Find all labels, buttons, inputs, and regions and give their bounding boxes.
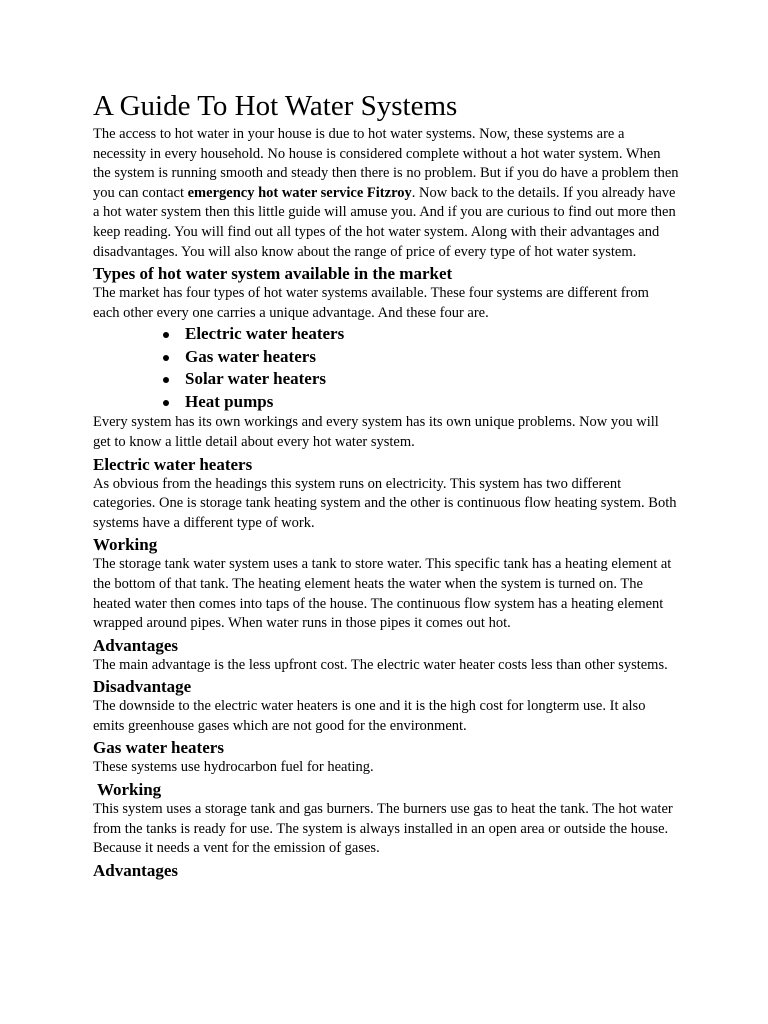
page-title: A Guide To Hot Water Systems [93,90,458,122]
electric-working-paragraph: The storage tank water system uses a tank to store water. This specific tank has a heating element at the bottom of that tank. The heating element heats the water when the system is turned on. The heated water then comes into taps of the house. The continuous flow system has a heating element wrapped around pipes. When water runs in those pipes it comes out hot. [93,556,672,632]
bullet-icon [163,332,169,338]
types-list [93,323,679,413]
list-item: Electric water heaters [163,323,679,346]
gas-working-heading: Working [93,780,162,800]
list-item: Gas water heaters [163,346,679,369]
types-after-list-paragraph: Every system has its own workings and every system has its own unique problems. Now you will get to know a little detail about every hot water system. [93,414,659,450]
document-page [93,88,679,881]
bullet-icon [163,355,169,361]
types-heading: Types of hot water system available in the market [93,264,453,284]
bullet-icon [163,377,169,383]
gas-advantages-heading: Advantages [93,860,179,880]
intro-text-start: The access to hot water in your house is due to hot water systems. Now, these systems are a necessity in every household. No house is considered complete without a hot water system. When the system is running smooth and steady then there is no problem. But if you do have a problem then you can contact [93,126,679,201]
electric-disadvantage-heading: Disadvantage [93,677,192,697]
intro-bold-link-text: emergency hot water service Fitzroy [187,184,412,201]
electric-advantages-heading: Advantages [93,635,179,655]
gas-paragraph: These systems use hydrocarbon fuel for heating. [93,759,374,776]
list-item: Heat pumps [163,391,679,414]
electric-paragraph: As obvious from the headings this system runs on electricity. This system has two different categories. One is storage tank heating system and the other is continuous flow heating system. Both systems have a different type of work. [93,475,677,531]
electric-heading: Electric water heaters [93,454,253,474]
electric-advantages-paragraph: The main advantage is the less upfront cost. The electric water heater costs less than other systems. [93,656,668,673]
electric-disadvantage-paragraph: The downside to the electric water heaters is one and it is the high cost for longterm use. It also emits greenhouse gases which are not good for the environment. [93,698,646,734]
types-paragraph: The market has four types of hot water systems available. These four systems are different from each other every one carries a unique advantage. And these four are. [93,285,649,321]
list-item: Solar water heaters [163,368,679,391]
electric-working-heading: Working [93,535,158,555]
intro-text-end: . Now back to the details. If you already have a hot water system then this little guide will amuse you. And if you are curious to find out more then keep reading. You will find out all types of the hot water system. Along with their advantages and disadvantages. You will also know about the range of price of every type of hot water system. [93,184,676,260]
bullet-icon [163,400,169,406]
gas-heading: Gas water heaters [93,738,224,758]
gas-working-paragraph: This system uses a storage tank and gas burners. The burners use gas to heat the tank. The hot water from the tanks is ready for use. The system is always installed in an open area or outside the house. Because it needs a vent for the emission of gases. [93,801,673,857]
intro-paragraph [93,125,679,262]
